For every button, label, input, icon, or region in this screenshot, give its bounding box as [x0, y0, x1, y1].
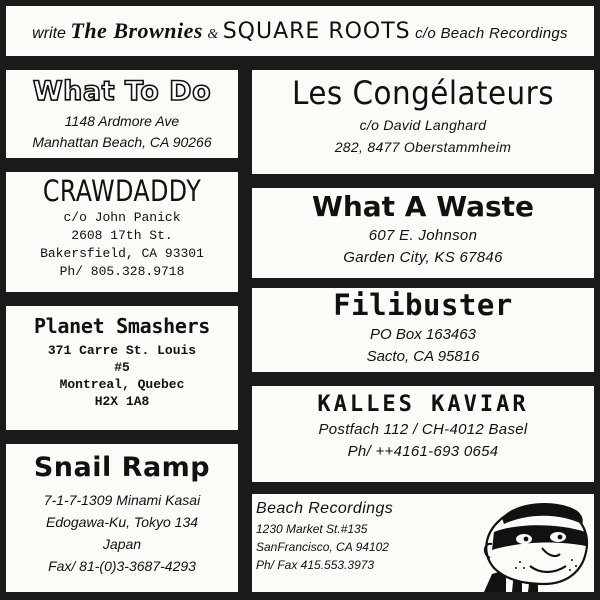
address-line: Manhattan Beach, CA 90266	[32, 134, 212, 150]
address-line: Montreal, Quebec	[59, 377, 185, 392]
address-line: Sacto, CA 95816	[366, 348, 480, 365]
contact-crawdaddy	[6, 172, 238, 292]
address-line: c/o David Langhard	[359, 117, 487, 133]
address-line: Garden City, KS 67846	[343, 249, 503, 266]
header-band-brownies: The Brownies	[70, 18, 203, 43]
header-banner	[6, 6, 594, 56]
band-name: What A Waste	[311, 190, 535, 223]
address-line: SanFrancisco, CA 94102	[256, 540, 389, 554]
address-line: #5	[114, 360, 130, 375]
address-line: 1148 Ardmore Ave	[64, 113, 180, 129]
header-care-of: c/o Beach Recordings	[415, 25, 568, 42]
band-name: Planet Smashers	[33, 314, 211, 338]
band-name: Filibuster	[333, 288, 513, 322]
address-line: 607 E. Johnson	[368, 227, 478, 244]
address-line: c/o John Panick	[63, 210, 181, 225]
contact-beach-recordings	[252, 494, 594, 592]
header-band-square-roots: SQUARE ROOTS	[222, 19, 411, 44]
header-write: write	[32, 25, 66, 42]
phone-line: Ph/ 805.328.9718	[59, 264, 185, 279]
header-ampersand: &	[207, 27, 219, 42]
contact-what-a-waste	[252, 188, 594, 278]
phone-line: Ph/ ++4161-693 0654	[347, 443, 499, 460]
contact-what-to-do	[6, 70, 238, 158]
address-line: Bakersfield, CA 93301	[40, 246, 204, 261]
masked-bandit-icon	[444, 494, 594, 592]
address-line: 1230 Market St.#135	[256, 522, 368, 536]
contact-filibuster	[252, 288, 594, 372]
address-line: 7-1-7-1309 Minami Kasai	[43, 492, 201, 508]
band-name: Les Congélateurs	[291, 74, 555, 112]
address-line: Japan	[102, 536, 142, 552]
contact-snail-ramp	[6, 444, 238, 592]
band-name: KALLES KAVIAR	[317, 392, 529, 417]
address-line: 371 Carre St. Louis	[47, 343, 197, 358]
address-line: Postfach 112 / CH-4012 Basel	[318, 421, 528, 438]
band-name: What To Do	[32, 76, 212, 107]
phone-fax-line: Ph/ Fax 415.553.3973	[256, 558, 375, 572]
contact-kalles-kaviar	[252, 386, 594, 482]
band-name: Snail Ramp	[33, 452, 211, 483]
contact-planet-smashers	[6, 306, 238, 430]
label-name: Beach Recordings	[256, 500, 394, 517]
address-line: 2608 17th St.	[71, 228, 173, 243]
address-line: PO Box 163463	[370, 326, 476, 343]
address-line: H2X 1A8	[94, 394, 150, 409]
fax-line: Fax/ 81-(0)3-3687-4293	[48, 558, 196, 574]
address-line: 282, 8477 Oberstammheim	[334, 139, 512, 155]
band-name: CRAWDADDY	[42, 174, 202, 208]
address-line: Edogawa-Ku, Tokyo 134	[45, 514, 199, 530]
contact-les-congelateurs	[252, 70, 594, 174]
